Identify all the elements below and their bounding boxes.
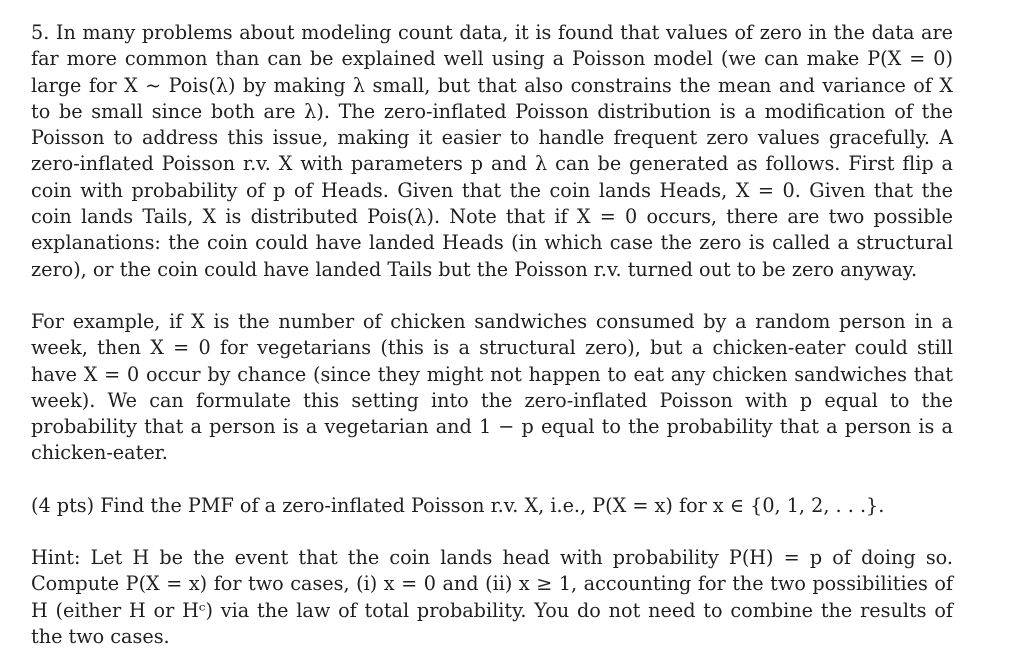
problem-intro-paragraph: 5. In many problems about modeling count data, it is found that values of zero in the data are far more common than can be explained well using a Poisson model (we can make P(X = 0) large for X ∼ Pois(λ) by making λ small, but that also constrains the mean and variance of X to be small since both are λ). The zero-inflated Poisson distribution is a modification of the Poisson to address this issue, making it easier to handle frequent zero values gracefully. A zero-inflated Poisson r.v. X with parameters p and λ can be generated as follows. First flip a coin with probability of p of Heads. Given that the coin lands Heads, X = 0. Given that the coin lands Tails, X is distributed Pois(λ). Note that if X = 0 occurs, there are two possible explanations: the coin could have landed Heads (in which case the zero is called a structural zero), or the coin could have landed Tails but the Poisson r.v. turned out to be zero anyway. bbox=[31, 21, 953, 281]
problem-document bbox=[31, 20, 953, 650]
question-paragraph: (4 pts) Find the PMF of a zero-inflated Poisson r.v. X, i.e., P(X = x) for x ∈ {0, 1, 2, . . .}. bbox=[31, 493, 885, 517]
hint-paragraph: Hint: Let H be the event that the coin lands head with probability P(H) = p of doing so. Compute P(X = x) for two cases, (i) x = 0 and (ii) x ≥ 1, accounting for the two possibilities of H (either H or Hᶜ) via the law of total probability. You do not need to combine the results of the two cases. bbox=[31, 546, 953, 648]
example-paragraph: For example, if X is the number of chicken sandwiches consumed by a random person in a week, then X = 0 for vegetarians (this is a structural zero), but a chicken-eater could still have X = 0 occur by chance (since they might not happen to eat any chicken sandwiches that week). We can formulate this setting into the zero-inflated Poisson with p equal to the probability that a person is a vegetarian and 1 − p equal to the probability that a person is a chicken-eater. bbox=[31, 309, 953, 465]
